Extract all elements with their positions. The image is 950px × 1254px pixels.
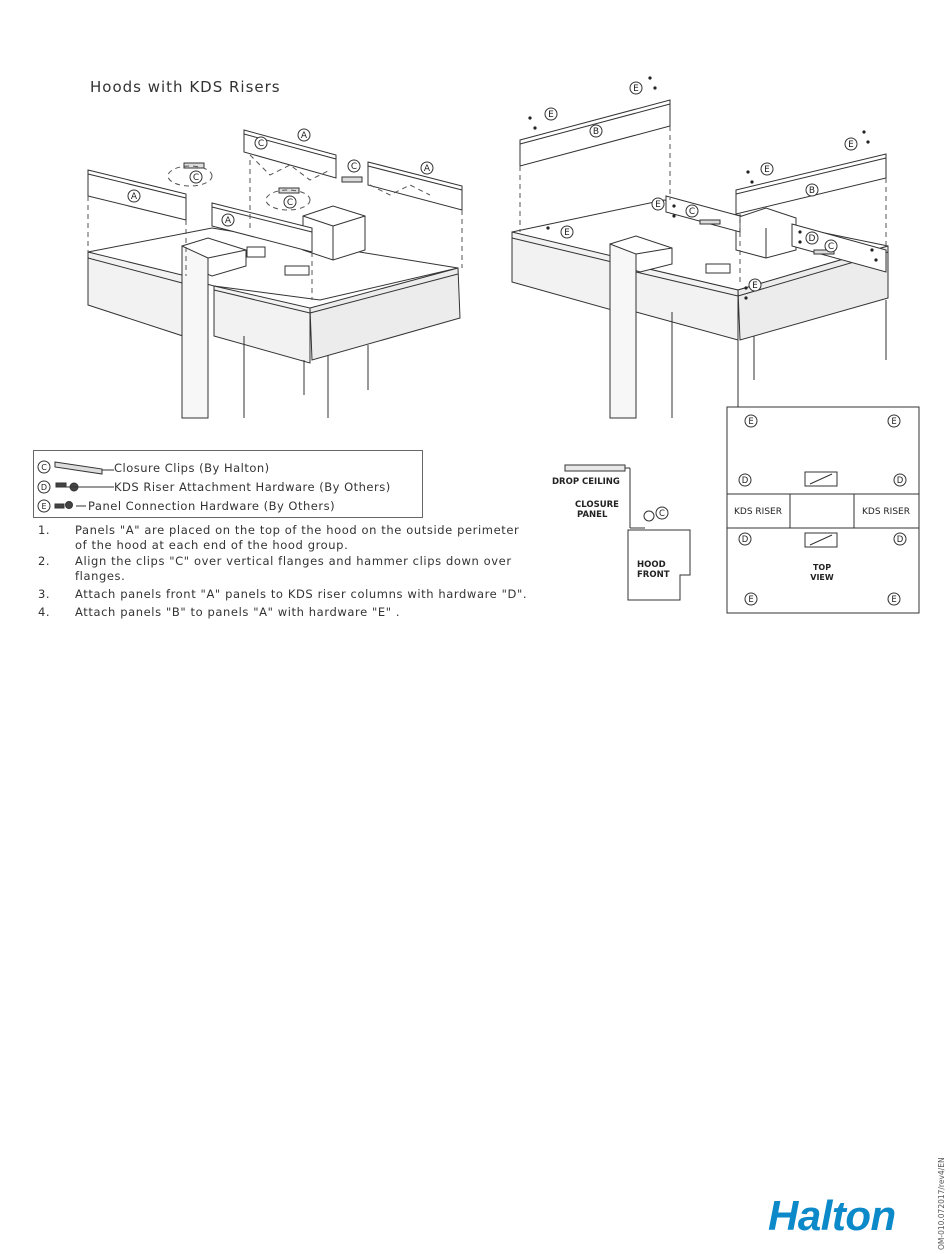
callout-e: E	[848, 140, 854, 150]
callout-c: C	[350, 162, 358, 172]
document-id: OM-010.072017/rev4/EN	[937, 1157, 946, 1250]
callout-e: E	[564, 228, 570, 238]
legend-key-d: D	[40, 483, 48, 492]
callout-e: E	[655, 200, 661, 210]
step-text: Panels "A" are placed on the top of the hood on the outside perimeter	[75, 523, 520, 537]
halton-logo: Halton	[768, 1192, 896, 1239]
kds-riser-left-label: KDS RISER	[734, 507, 782, 517]
callout-e: E	[752, 281, 758, 291]
callout-a: A	[224, 216, 232, 226]
callout-e: E	[748, 417, 754, 427]
kds-riser-right-label: KDS RISER	[862, 507, 910, 517]
step-text: Attach panels "B" to panels "A" with hardware "E" .	[75, 605, 401, 619]
callout-c: C	[688, 207, 696, 217]
callout-b: B	[808, 186, 816, 196]
page-title: Hoods with KDS Risers	[90, 78, 281, 96]
callout-a: A	[300, 131, 308, 141]
callout-e: E	[891, 417, 897, 427]
left-isometric-drawing	[88, 130, 462, 418]
callout-d: D	[896, 476, 904, 486]
legend-closure-clips: Closure Clips (By Halton)	[114, 461, 270, 475]
callout-d: D	[896, 535, 904, 545]
legend-connection-hardware: Panel Connection Hardware (By Others)	[88, 499, 336, 513]
legend-key-c: C	[41, 463, 47, 472]
top-view-label-1: TOP	[812, 563, 832, 572]
callout-b: B	[592, 127, 600, 137]
hood-front-label-1: HOOD	[637, 560, 666, 570]
top-view-label-2: VIEW	[810, 573, 834, 582]
callout-c: C	[192, 173, 200, 183]
step-text-continued: flanges.	[75, 569, 126, 583]
closure-panel-label-1: CLOSURE	[575, 500, 619, 510]
closure-panel-label-2: PANEL	[577, 510, 608, 520]
legend-key-e: E	[41, 502, 47, 511]
step-text: Align the clips "C" over vertical flanges and hammer clips down over	[75, 554, 512, 568]
callout-c: C	[827, 242, 835, 252]
callout-c: C	[286, 198, 294, 208]
step-3	[38, 587, 527, 601]
callout-d: D	[808, 234, 816, 244]
step-number: 4.	[38, 605, 51, 619]
callout-e: E	[548, 110, 554, 120]
drop-ceiling-label: DROP CEILING	[552, 477, 620, 487]
step-number: 2.	[38, 554, 51, 568]
step-text-continued: of the hood at each end of the hood group.	[75, 538, 349, 552]
step-number: 1.	[38, 523, 51, 537]
callout-a: A	[130, 192, 138, 202]
step-4	[38, 605, 400, 619]
step-2	[38, 554, 512, 583]
callout-c: C	[659, 509, 665, 519]
step-1	[38, 523, 520, 552]
hood-front-label-2: FRONT	[637, 570, 670, 580]
callout-a: A	[423, 164, 431, 174]
callout-e: E	[633, 84, 639, 94]
callout-e: E	[748, 595, 754, 605]
callout-e: E	[891, 595, 897, 605]
callout-e: E	[764, 165, 770, 175]
legend-riser-hardware: KDS Riser Attachment Hardware (By Others)	[114, 480, 391, 494]
step-number: 3.	[38, 587, 51, 601]
step-text: Attach panels front "A" panels to KDS riser columns with hardware "D".	[75, 587, 528, 601]
callout-d: D	[741, 535, 749, 545]
callout-d: D	[741, 476, 749, 486]
callout-c: C	[257, 139, 265, 149]
